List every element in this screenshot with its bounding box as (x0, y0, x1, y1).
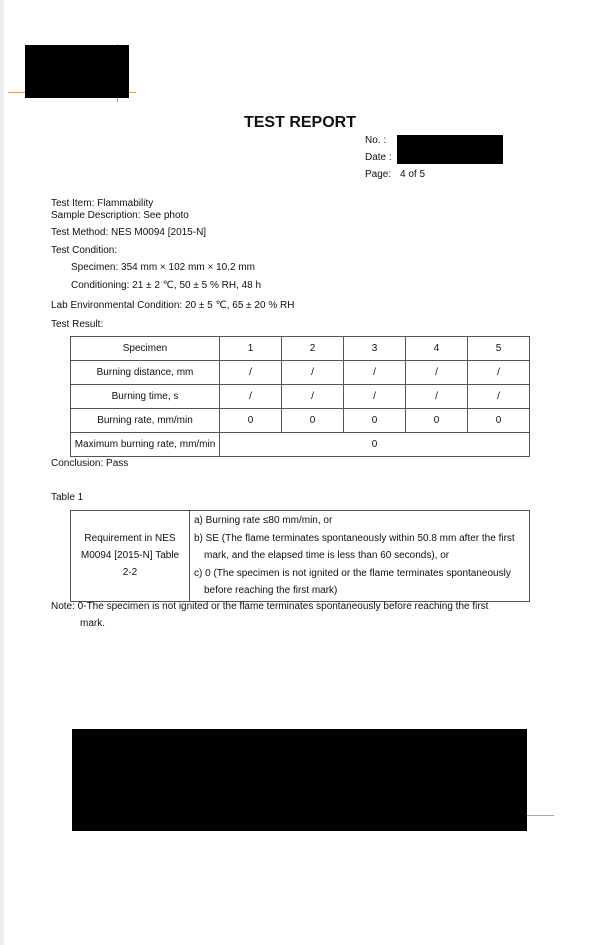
table-cell: / (282, 361, 344, 385)
report-number-label: No. : (365, 135, 387, 146)
redacted-number-date (397, 135, 503, 164)
page-title: TEST REPORT (243, 114, 356, 131)
sample-description: Sample Description: See photo (51, 210, 189, 221)
table1-label: Table 1 (51, 492, 84, 503)
table-cell: / (220, 385, 282, 409)
page-label: Page: (365, 169, 392, 180)
table-cell: 0 (468, 409, 530, 433)
requirement-label-line: M0094 [2015-N] Table (80, 550, 180, 562)
criterion-b-continued: mark, and the elapsed time is less than 60 seconds), or (204, 550, 450, 561)
table-cell: / (468, 385, 530, 409)
row-label: Burning rate, mm/min (71, 409, 220, 433)
table-cell: / (282, 385, 344, 409)
test-result-label: Test Result: (51, 319, 104, 330)
conditioning: Conditioning: 21 ± 2 ℃, 50 ± 5 % RH, 48 h (71, 280, 262, 291)
page-number: 4 of 5 (400, 169, 426, 180)
criterion-a: a) Burning rate ≤80 mm/min, or (194, 515, 333, 526)
specimen-condition: Specimen: 354 mm × 102 mm × 10.2 mm (71, 262, 255, 273)
lab-environment: Lab Environmental Condition: 20 ± 5 ℃, 65 ± 20 % RH (51, 300, 295, 311)
requirement-label-line: Requirement in NES (84, 533, 176, 545)
row-label: Burning time, s (71, 385, 220, 409)
row-label: Burning distance, mm (71, 361, 220, 385)
table-row (71, 385, 530, 409)
table-cell: / (344, 385, 406, 409)
note-line-1: Note: 0-The specimen is not ignited or the flame terminates spontaneously before reaching the first (51, 601, 489, 612)
redacted-signature-block (72, 729, 527, 831)
conclusion: Conclusion: Pass (51, 458, 129, 469)
table-row (71, 409, 530, 433)
test-condition-label: Test Condition: (51, 245, 118, 256)
criterion-b: b) SE (The flame terminates spontaneously within 50.8 mm after the first (194, 532, 515, 544)
header-cell: 4 (406, 337, 468, 361)
requirement-table (70, 510, 530, 602)
redacted-logo-block (25, 45, 129, 98)
table-cell: / (406, 361, 468, 385)
requirement-label-cell (71, 511, 190, 602)
table-header-row (71, 337, 530, 361)
table-cell: 0 (406, 409, 468, 433)
table-cell: 0 (220, 409, 282, 433)
page-left-edge (0, 0, 4, 945)
table-row-max (71, 433, 530, 457)
table-cell: / (220, 361, 282, 385)
criteria-cell (190, 511, 530, 602)
table-cell: / (406, 385, 468, 409)
max-burning-rate-value: 0 (220, 433, 530, 457)
test-method: Test Method: NES M0094 [2015-N] (51, 227, 207, 238)
header-cell: 3 (344, 337, 406, 361)
header-cell: 1 (220, 337, 282, 361)
report-date-label: Date : (365, 152, 392, 163)
header-cell: 5 (468, 337, 530, 361)
test-item: Test Item: Flammability (51, 198, 154, 209)
table-cell: / (468, 361, 530, 385)
note-line-2: mark. (80, 618, 105, 629)
test-result-table (70, 336, 530, 457)
row-label: Maximum burning rate, mm/min (71, 433, 220, 457)
criterion-c: c) 0 (The specimen is not ignited or the flame terminates spontaneously (194, 567, 511, 579)
table-cell: 0 (344, 409, 406, 433)
table-cell: / (344, 361, 406, 385)
table-cell: 0 (282, 409, 344, 433)
header-cell: 2 (282, 337, 344, 361)
requirement-label-line: 2-2 (122, 567, 138, 579)
criterion-c-continued: before reaching the first mark) (204, 585, 338, 596)
table-row (71, 361, 530, 385)
header-cell: Specimen (71, 337, 220, 361)
